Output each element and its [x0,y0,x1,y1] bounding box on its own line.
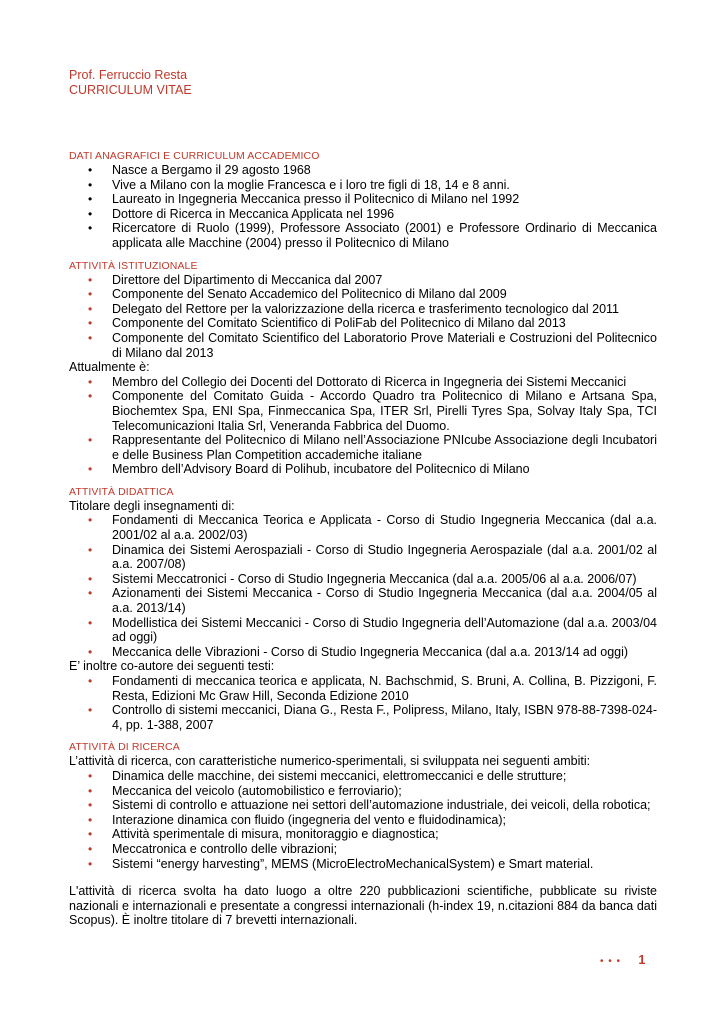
document-header [69,68,192,98]
bullet-list [69,769,657,871]
bullet-list [69,273,657,361]
sub-intro: Titolare degli insegnamenti di: [69,498,235,513]
list-item: • Rappresentante del Politecnico di Milano nell’Associazione PNIcube Associazione degli Incubatori e delle Business Plan Competition accademiche italiane [69,433,657,462]
section-title: ATTIVITÀ DIDATTICA [69,485,174,498]
list-item: • Ricercatore di Ruolo (1999), Professore Associato (2001) e Professore Ordinario di Meccanica applicata alle Macchine (2004) presso il Politecnico di Milano [69,221,657,250]
section-anagrafici [69,150,657,251]
bullet-list [69,163,657,251]
section-title: ATTIVITÀ DI RICERCA [69,741,180,754]
bullet-list [69,513,657,659]
list-item: • Laureato in Ingegneria Meccanica presso il Politecnico di Milano nel 1992 [69,192,657,207]
bullet-list [69,674,657,732]
list-item: • Fondamenti di Meccanica Teorica e Applicata - Corso di Studio Ingegneria Meccanica (dal a.a. 2001/02 al a.a. 2002/03) [69,513,657,542]
closing-paragraph: L'attività di ricerca svolta ha dato luogo a oltre 220 pubblicazioni scientifiche, pubblicate su riviste nazionali e internazionali e presentate a congressi internazionali (h-index 19, n.citazioni 884 da banca dati Scopus). È inoltre titolare di 7 brevetti internazionali. [69,884,657,928]
list-item: • Dinamica dei Sistemi Aerospaziali - Corso di Studio Ingegneria Aerospaziale (dal a.a. 2001/02 al a.a. 2007/08) [69,543,657,572]
section-title: ATTIVITÀ ISTITUZIONALE [69,259,198,272]
section-title: DATI ANAGRAFICI E CURRICULUM ACCADEMICO [69,150,320,162]
author-name: Prof. Ferruccio Resta [69,68,188,82]
list-item: • Membro del Collegio dei Docenti del Dottorato di Ricerca in Ingegneria dei Sistemi Meccanici [69,375,657,390]
footer-dots: • • • [600,956,622,967]
document-title: CURRICULUM VITAE [69,83,192,97]
list-item: • Meccanica delle Vibrazioni - Corso di Studio Ingegneria Meccanica (dal a.a. 2013/14 ad oggi) [69,645,657,660]
section-didattica [69,486,657,733]
list-item: • Azionamenti dei Sistemi Meccanica - Corso di Studio Ingegneria Meccanica (dal a.a. 2004/05 al a.a. 2013/14) [69,586,657,615]
document-body [69,150,657,937]
list-item: • Vive a Milano con la moglie Francesca e i loro tre figli di 18, 14 e 8 anni. [69,178,657,193]
list-item: • Componente del Comitato Scientifico di PoliFab del Politecnico di Milano dal 2013 [69,316,657,331]
bullet-list [69,375,657,477]
list-item: • Direttore del Dipartimento di Meccanica dal 2007 [69,273,657,288]
section-ricerca [69,741,657,928]
list-item: • Sistemi “energy harvesting”, MEMS (MicroElectroMechanicalSystem) e Smart material. [69,857,657,872]
page-footer [600,953,645,967]
sub-intro: E’ inoltre co-autore dei seguenti testi: [69,659,275,674]
list-item: • Nasce a Bergamo il 29 agosto 1968 [69,163,657,178]
page-number: 1 [638,953,646,967]
sub-intro: Attualmente è: [69,360,150,375]
list-item: • Controllo di sistemi meccanici, Diana G., Resta F., Polipress, Milano, Italy, ISBN 978-88-7398-024-4, pp. 1-388, 2007 [69,703,657,732]
list-item: • Sistemi Meccatronici - Corso di Studio Ingegneria Meccanica (dal a.a. 2005/06 al a.a. 2006/07) [69,572,657,587]
list-item: • Membro dell’Advisory Board di Polihub, incubatore del Politecnico di Milano [69,462,657,477]
list-item: • Dottore di Ricerca in Meccanica Applicata nel 1996 [69,207,657,222]
list-item: • Modellistica dei Sistemi Meccanici - Corso di Studio Ingegneria dell’Automazione (dal a.a. 2003/04 ad oggi) [69,616,657,645]
list-item: • Componente del Comitato Scientifico del Laboratorio Prove Materiali e Costruzioni del Politecnico di Milano dal 2013 [69,331,657,360]
list-item: • Meccanica del veicolo (automobilistico e ferroviario); [69,784,657,799]
sub-intro: L’attività di ricerca, con caratteristiche numerico-sperimentali, si sviluppata nei seguenti ambiti: [69,754,591,769]
list-item: • Sistemi di controllo e attuazione nei settori dell’automazione industriale, dei veicoli, della robotica; [69,798,657,813]
section-istituzionale [69,260,657,477]
list-item: • Meccatronica e controllo delle vibrazioni; [69,842,657,857]
list-item: • Attività sperimentale di misura, monitoraggio e diagnostica; [69,827,657,842]
list-item: • Interazione dinamica con fluido (ingegneria del vento e fluidodinamica); [69,813,657,828]
list-item: • Componente del Senato Accademico del Politecnico di Milano dal 2009 [69,287,657,302]
list-item: • Fondamenti di meccanica teorica e applicata, N. Bachschmid, S. Bruni, A. Collina, B. Pizzigoni, F. Resta, Edizioni Mc Graw Hill, Seconda Edizione 2010 [69,674,657,703]
list-item: • Dinamica delle macchine, dei sistemi meccanici, elettromeccanici e delle strutture; [69,769,657,784]
list-item: • Delegato del Rettore per la valorizzazione della ricerca e trasferimento tecnologico dal 2011 [69,302,657,317]
list-item: • Componente del Comitato Guida - Accordo Quadro tra Politecnico di Milano e Artsana Spa, Biochemtex Spa, ENI Spa, Finmeccanica Spa, ITER Srl, Pirelli Tyres Spa, Solvay Italy Spa, TCI Telecomunicazioni Italia Srl, Veneranda Fabbrica del Duomo. [69,389,657,433]
